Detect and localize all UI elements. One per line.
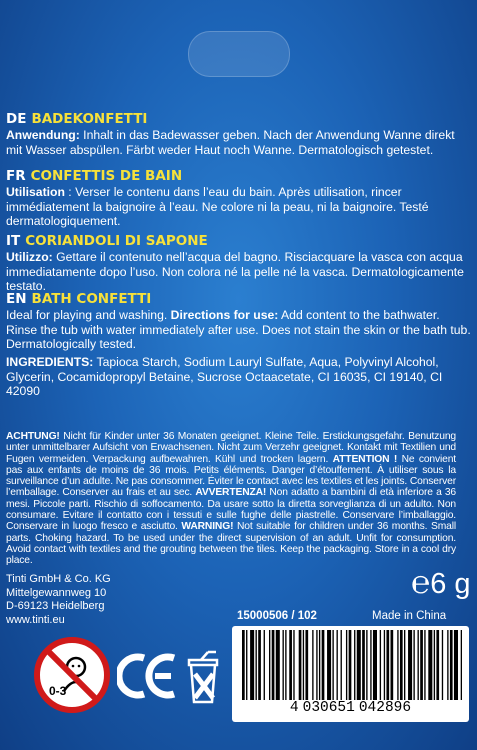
barcode-bar	[349, 630, 352, 700]
street: Mittelgewannweg 10	[6, 586, 107, 599]
text-de	[6, 128, 472, 157]
warning-label-it: AVVERTENZA!	[195, 487, 267, 499]
barcode-bar	[319, 630, 320, 700]
barcode-bar	[461, 630, 462, 700]
article-code: 15000506 / 102	[237, 610, 317, 622]
barcode-bar	[316, 630, 317, 700]
barcode	[232, 626, 469, 722]
manufacturer-address	[6, 573, 111, 627]
product-name: BATH CONFETTI	[31, 291, 152, 307]
barcode-digit-group: 042896	[358, 700, 412, 716]
made-in: Made in China	[372, 610, 447, 622]
estimated-sign: ℮	[411, 564, 431, 600]
usage-label: Directions for use:	[170, 308, 279, 322]
product-name: CONFETTIS DE BAIN	[30, 168, 183, 184]
barcode-bar	[404, 630, 405, 700]
barcode-digit-group: 4	[289, 700, 299, 716]
barcode-bar	[337, 630, 338, 700]
barcode-bar	[434, 630, 435, 700]
barcode-bar	[418, 630, 419, 700]
usage-label: Utilisation	[6, 185, 65, 199]
weight-value: 6 g	[430, 568, 471, 600]
barcode-bar	[442, 630, 443, 700]
section-en	[6, 291, 472, 352]
barcode-bar	[373, 630, 377, 700]
barcode-bar	[413, 630, 414, 700]
city: D-69123 Heidelberg	[6, 600, 105, 612]
barcode-bar	[242, 630, 245, 700]
barcode-bar	[408, 630, 412, 700]
barcode-bar	[400, 630, 403, 700]
barcode-bar	[346, 630, 347, 700]
section-it	[6, 233, 472, 294]
barcode-bar	[354, 630, 355, 700]
intro-text: Ideal for playing and washing.	[6, 308, 171, 322]
heading-de	[6, 111, 472, 128]
barcode-bar	[272, 630, 275, 700]
barcode-bar	[246, 630, 247, 700]
warning-label-en: WARNING!	[181, 521, 234, 533]
barcode-bar	[250, 630, 254, 700]
not-food-icon	[183, 648, 229, 706]
barcode-bar	[384, 630, 385, 700]
barcode-bar	[447, 630, 448, 700]
barcode-bar	[283, 630, 284, 700]
barcode-bar	[269, 630, 270, 700]
barcode-bar	[285, 630, 286, 700]
warning-label-de: ACHTUNG!	[6, 431, 60, 442]
usage-text: Inhalt in das Badewasser geben. Nach der Anwendung Wanne direkt mit Wasser abspülen. Färbt weder Haut noch Wanne. Dermatologisch getestet.	[6, 128, 455, 157]
barcode-bar	[397, 630, 398, 700]
barcode-bar	[312, 630, 313, 700]
ingredients	[6, 355, 472, 399]
ingredients-list: Tapioca Starch, Sodium Lauryl Sulfate, Aqua, Polyvinyl Alcohol, Glycerin, Cocamidopropyl Betaine, Sucrose Octaacetate, CI 16035, CI 19140, CI 42090	[6, 355, 443, 398]
barcode-bar	[454, 630, 458, 700]
warning-label-fr: ATTENTION !	[332, 453, 398, 465]
barcode-bar	[380, 630, 381, 700]
ingredients-text	[6, 355, 472, 399]
age-label: 0-3	[49, 684, 67, 698]
barcode-bar	[370, 630, 371, 700]
lang-code: DE	[6, 111, 27, 127]
warnings	[6, 431, 456, 567]
warning-text-de: Nicht für Kinder unter 36 Monaten geeignet. Kleine Teile. Erstickungsgefahr. Benutzung unter unmittelbarer Aufsicht von Erwachsenen. Nicht zum Verzehr geeignet. Kontakt mit Textilien und Fugen vermeiden. Verpackung aufbewahren. Kühl und trocken lagern.	[6, 431, 456, 465]
barcode-bar	[256, 630, 257, 700]
barcode-bar	[299, 630, 302, 700]
usage-text: : Verser le contenu dans l’eau du bain. Après utilisation, rincer immédiatement la baignoire à l’eau. Ne colore ni la peau, ni la baignoire. Testé dermatologiquement.	[6, 185, 429, 228]
barcode-bar	[327, 630, 331, 700]
ingredients-label: INGREDIENTS:	[6, 355, 94, 369]
product-name: CORIANDOLI DI SAPONE	[25, 233, 208, 249]
text-en	[6, 308, 472, 352]
heading-en	[6, 291, 472, 308]
barcode-bar	[293, 630, 294, 700]
barcode-bar	[332, 630, 333, 700]
barcode-bar	[386, 630, 389, 700]
usage-label: Utilizzo:	[6, 250, 53, 264]
barcode-bar	[391, 630, 394, 700]
barcode-bar	[428, 630, 432, 700]
net-weight	[411, 566, 471, 600]
usage-label: Anwendung:	[6, 128, 80, 142]
barcode-bar	[264, 630, 265, 700]
barcode-bar	[305, 630, 308, 700]
barcode-bar	[258, 630, 261, 700]
barcode-bar	[436, 630, 439, 700]
website: www.tinti.eu	[6, 613, 65, 626]
lang-code: EN	[6, 291, 27, 307]
lang-code: FR	[6, 168, 26, 184]
age-warning-icon	[34, 637, 110, 713]
usage-text: Add content to the bathwater. Rinse the tub with water immediately after use. Does not stain the skin or the bath tub. Dermatologically tested.	[6, 308, 471, 351]
usage-text: Gettare il contenuto nell’acqua del bagno. Risciacquare la vasca con acqua immediatamente dopo l’uso. Non colora né la pelle né la vasca. Dermatologicamente testato.	[6, 250, 464, 293]
barcode-digit-group: 030651	[302, 700, 355, 716]
warning-text-fr: Ne convient pas aux enfants de moins de 36 mois. Petits éléments. Danger d’étouffement. À utiliser sous la surveillance d’un adulte. Ne pas consommer. Éviter le contact avec les textiles et les joints. Conserver l’emballage. Conserver au frais et au sec.	[6, 453, 457, 499]
text-it	[6, 250, 472, 294]
lang-code: IT	[6, 233, 21, 249]
barcode-bar	[341, 630, 342, 700]
barcode-bar	[362, 630, 365, 700]
heading-it	[6, 233, 472, 250]
company-name: Tinti GmbH & Co. KG	[6, 573, 111, 585]
hang-hole	[188, 31, 290, 77]
barcode-digits	[232, 700, 469, 716]
barcode-bar	[450, 630, 453, 700]
ce-mark-icon	[117, 653, 179, 699]
warning-text-en: Not suitable for children under 36 months. Small parts. Choking hazard. To be used under the direct supervision of an adult. Unfit for consumption. Avoid contact with textiles and the grouting between the tiles. Keep the packaging. Store in a cool dry place.	[6, 521, 456, 567]
section-fr	[6, 168, 472, 229]
barcode-bar	[366, 630, 367, 700]
barcode-bar	[424, 630, 425, 700]
barcode-bars	[242, 630, 462, 700]
barcode-bar	[357, 630, 361, 700]
warning-text-it: Non adatto a bambini di età inferiore a 36 mesi. Piccole parti. Rischio di soffocamento. Da usare sotto la diretta sorveglianza di un adulto. Non consumare. Evitare il contatto con i tessuti e sulle fughe delle piastrelle. Conservare l’imballaggio. Conservare in luogo fresco e asciutto.	[6, 487, 457, 533]
barcode-bar	[322, 630, 325, 700]
barcode-bar	[303, 630, 304, 700]
barcode-bar	[289, 630, 292, 700]
barcode-bar	[420, 630, 423, 700]
heading-fr	[6, 168, 472, 185]
product-name: BADEKONFETTI	[31, 111, 148, 127]
section-de	[6, 111, 472, 157]
text-fr	[6, 185, 472, 229]
barcode-bar	[276, 630, 280, 700]
